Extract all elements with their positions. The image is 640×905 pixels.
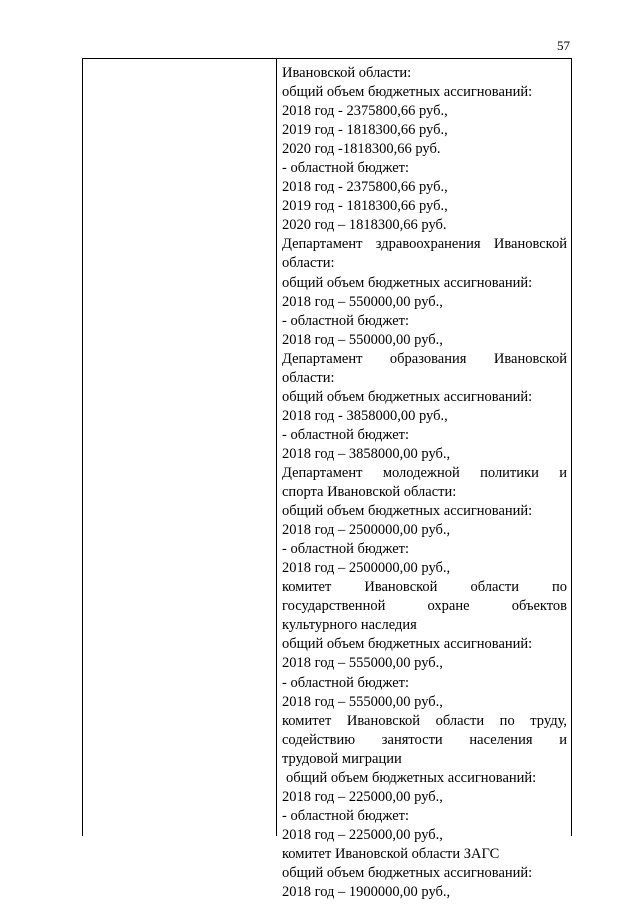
text-line: Ивановской области:	[282, 65, 412, 81]
text-line: комитет Ивановской области по	[282, 579, 567, 596]
text-line: 2018 год – 225000,00 руб.,	[282, 826, 443, 843]
text-line: общий объем бюджетных ассигнований:	[282, 503, 533, 520]
text-line: - областной бюджет:	[282, 312, 410, 329]
text-line: 2018 год – 2500000,00 руб.,	[282, 522, 451, 539]
text-line: комитет Ивановской области по труду,	[282, 712, 567, 729]
text-line: культурного наследия	[282, 617, 417, 634]
text-line: трудовой миграции	[282, 750, 402, 767]
text-line: Департамент здравоохранения Ивановской	[282, 236, 567, 253]
text-line: - областной бюджет:	[282, 426, 410, 443]
text-line: области:	[282, 255, 335, 272]
text-line: общий объем бюджетных ассигнований:	[282, 864, 533, 881]
table-right-column	[277, 59, 571, 901]
text-line: - областной бюджет:	[282, 541, 410, 558]
text-line: Департамент молодежной политики и	[282, 464, 567, 481]
text-line: 2020 год – 1818300,66 руб.	[282, 217, 447, 234]
text-line: общий объем бюджетных ассигнований:	[282, 274, 533, 291]
text-line: - областной бюджет:	[282, 160, 410, 177]
text-line: 2018 год – 1900000,00 руб.,	[282, 884, 451, 901]
text-line: области:	[282, 369, 335, 386]
text-line: 2018 год – 550000,00 руб.,	[282, 331, 443, 348]
text-line: 2018 год – 2500000,00 руб.,	[282, 560, 451, 577]
text-line: общий объем бюджетных ассигнований:	[282, 636, 533, 653]
text-line: Департамент образования Ивановской	[282, 350, 567, 367]
text-line: 2018 год – 555000,00 руб.,	[282, 655, 443, 672]
text-line: 2018 год - 2375800,66 руб.,	[282, 103, 448, 120]
text-line: содействию занятости населения и	[282, 731, 567, 748]
table-left-column	[83, 59, 277, 836]
text-line: 2018 год - 3858000,00 руб.,	[282, 407, 448, 424]
text-line: спорта Ивановской области:	[282, 484, 457, 501]
text-line: - областной бюджет:	[282, 674, 410, 691]
text-line: - областной бюджет:	[282, 807, 410, 824]
text-line: 2018 год - 2375800,66 руб.,	[282, 179, 448, 196]
text-line: общий объем бюджетных ассигнований:	[286, 769, 537, 786]
text-line: 2018 год – 3858000,00 руб.,	[282, 445, 451, 462]
text-line: 2018 год – 555000,00 руб.,	[282, 693, 443, 710]
text-line: общий объем бюджетных ассигнований:	[282, 388, 533, 405]
text-line: 2019 год - 1818300,66 руб.,	[282, 122, 448, 139]
text-line: государственной охране объектов	[282, 598, 567, 615]
page-number: 57	[557, 38, 570, 53]
budget-table	[82, 58, 572, 901]
text-line: 2020 год -1818300,66 руб.	[282, 141, 441, 158]
text-line: 2018 год – 225000,00 руб.,	[282, 788, 443, 805]
text-line: 2018 год – 550000,00 руб.,	[282, 293, 443, 310]
text-line: 2019 год - 1818300,66 руб.,	[282, 198, 448, 215]
text-line: общий объем бюджетных ассигнований:	[282, 84, 533, 101]
text-line: комитет Ивановской области ЗАГС	[282, 845, 500, 862]
